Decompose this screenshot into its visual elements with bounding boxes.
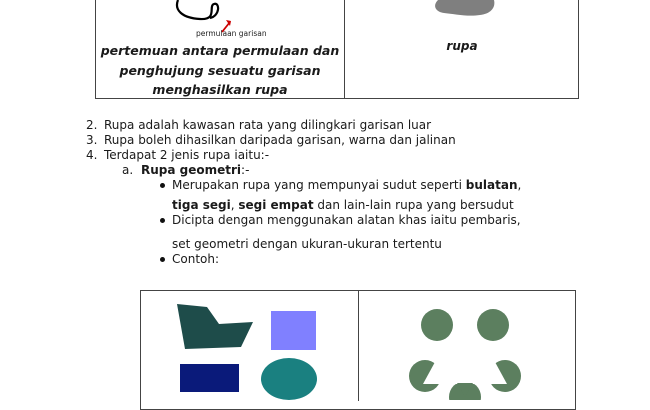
kanizsa-figure: [395, 291, 535, 400]
sub-suffix: :-: [241, 163, 250, 177]
line-start-illustration: [160, 0, 300, 40]
examples-table-divider: [358, 291, 359, 401]
geometric-shapes-figure: [141, 291, 357, 400]
bullet-1-comma: ,: [517, 178, 522, 192]
list-item-text: Terdapat 2 jenis rupa iaitu:-: [104, 148, 270, 162]
list-number: 4.: [86, 148, 98, 162]
bullet-dot: [160, 218, 165, 223]
list-number: 2.: [86, 118, 98, 132]
right-caption: rupa: [446, 39, 478, 53]
bullet-3: Contoh:: [172, 252, 220, 266]
rectangle-shape: [180, 364, 239, 392]
list-item-2: [86, 117, 431, 133]
sub-title: Rupa geometri: [141, 163, 242, 177]
bullet-1-line1: [172, 177, 521, 193]
bullet-1-text: Merupakan rupa yang mempunyai sudut seperti: [172, 178, 466, 192]
list-item-text: Rupa boleh dihasilkan daripada garisan, warna dan jalinan: [104, 133, 456, 147]
left-caption: [100, 41, 340, 100]
ellipse-shape: [261, 358, 317, 400]
bullet-1-sep: ,: [230, 198, 239, 212]
bullet-1-post: dan lain-lain rupa yang bersudut: [313, 198, 514, 212]
list-number: 3.: [86, 133, 98, 147]
list-item-4: [86, 147, 269, 163]
bullet-2-line2: set geometri dengan ukuran-ukuran tertentu: [172, 237, 442, 251]
left-caption-line2: penghujung sesuatu garisan: [119, 62, 321, 78]
left-caption-line1: pertemuan antara permulaan dan: [100, 43, 340, 58]
line-start-label: permulaan garisan: [196, 29, 267, 38]
bullet-1-line2: [172, 197, 514, 213]
pentagon-shape: [177, 304, 253, 349]
list-item-text: Rupa adalah kawasan rata yang dilingkari garisan luar: [104, 118, 432, 132]
bullet-1-bold-bulatan: bulatan: [465, 178, 518, 192]
square-shape: [271, 311, 316, 350]
bullet-2-line1: Dicipta dengan menggunakan alatan khas iaitu pembaris,: [172, 213, 521, 227]
bullet-1-bold-segi-empat: segi empat: [238, 198, 314, 212]
list-item-3: [86, 132, 456, 148]
left-caption-line3: menghasilkan rupa: [152, 82, 288, 97]
sub-item-a: [122, 162, 249, 178]
bullet-dot: [160, 257, 165, 262]
sub-letter: a.: [122, 163, 134, 177]
bullet-1-bold-tiga-segi: tiga segi: [172, 198, 231, 212]
bullet-dot: [160, 183, 165, 188]
shape-blob: [430, 0, 500, 22]
